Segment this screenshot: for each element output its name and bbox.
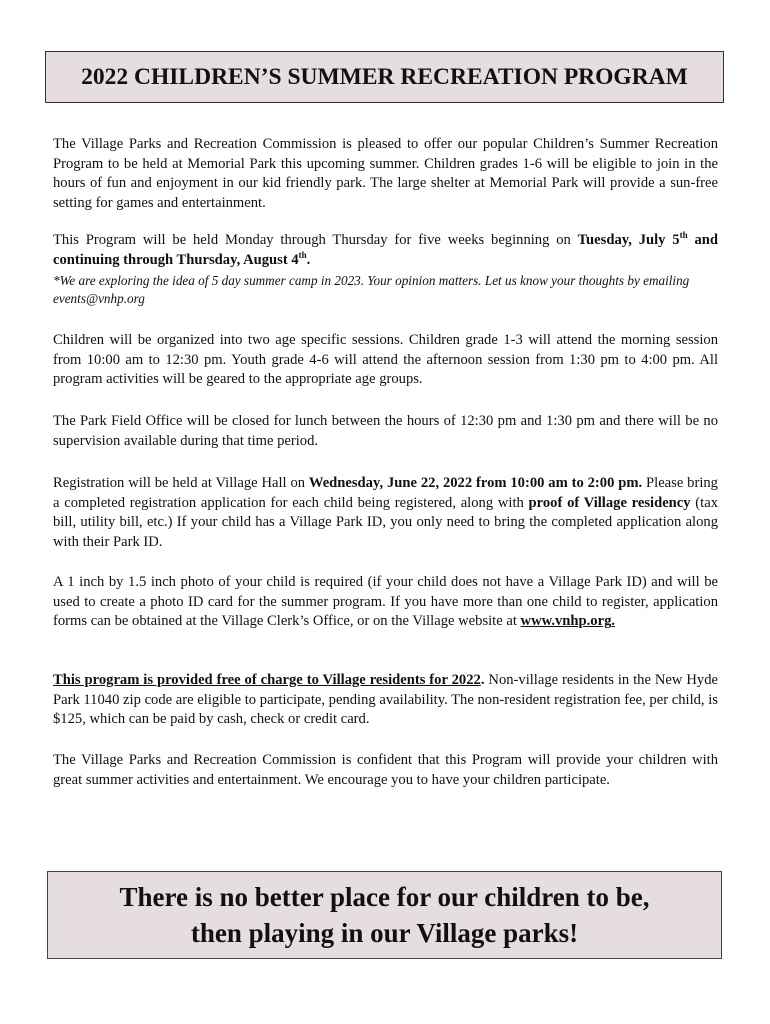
closing-paragraph: The Village Parks and Recreation Commission is confident that this Program will provide your children with great summer activities and entertainment. We encourage you to have your children participate. [53,752,718,788]
photo-text: A 1 inch by 1.5 inch photo of your child is required (if your child does not have a Village Park ID) and will be used to create a photo ID card for the summer program. If you have more than one child to register, application forms can be obtained at the Village Clerk’s Office, or on the Village website at [53,574,718,629]
schedule-start-date: Tuesday, July 5 [577,232,680,248]
photo-end: . [611,613,616,629]
schedule-paragraph [53,231,718,270]
page-title-text: 2022 CHILDREN’S SUMMER RECREATION PROGRAM [81,63,688,90]
sessions-paragraph: Children will be organized into two age specific sessions. Children grade 1-3 will attend the morning session from 10:00 am to 12:30 pm. Youth grade 4-6 will attend the afternoon session from 1:30 pm to 4:00 pm. All program activities will be geared to the appropriate age groups. [53,332,718,387]
camp-note: *We are exploring the idea of 5 day summer camp in 2023. Your opinion matters. Let us know your thoughts by emailing events@vnhp.org [53,273,690,306]
schedule-end-date: and continuing through Thursday, August 4 [53,232,718,268]
residency-proof: proof of Village residency [528,494,691,511]
registration-prefix: Registration will be held at Village Hall on [53,475,309,491]
intro-paragraph: The Village Parks and Recreation Commission is pleased to offer our popular Children’s Summer Recreation Program to be held at Memorial Park this upcoming summer. Children grades 1-6 will be eligible to join in the hours of fun and enjoyment in our kid friendly park. The large shelter at Memorial Park will provide a sun-free setting for games and entertainment. [53,136,718,211]
schedule-end: . [306,251,311,268]
schedule-start-sup: th [679,230,688,240]
fees-paragraph [53,671,718,730]
free-charge-notice: This program is provided free of charge to Village residents for 2022 [53,672,481,688]
page-title [45,51,724,103]
footer-line-2: then playing in our Village parks! [190,918,579,948]
registration-end: (tax bill, utility bill, etc.) If your child has a Village Park ID, you only need to bring the completed application along with their Park ID. [53,494,719,550]
free-charge-end: . [480,672,485,688]
fees-details: Non-village residents in the New Hyde Park 11040 zip code are eligible to participate, pending availability. The non-resident registration fee, per child, is $125, which can be paid by cash, check or credit card. [53,672,718,727]
footer-slogan [47,871,722,959]
schedule-prefix: This Program will be held Monday through Thursday for five weeks beginning on [53,232,578,248]
registration-paragraph [53,474,718,552]
photo-paragraph [53,573,718,632]
village-website-link[interactable]: www.vnhp.org [520,613,612,629]
lunch-paragraph: The Park Field Office will be closed for lunch between the hours of 12:30 pm and 1:30 pm and there will be no supervision available during that time period. [53,413,718,449]
schedule-end-sup: th [298,249,307,260]
registration-date: Wednesday, June 22, 2022 from 10:00 am to 2:00 pm. [308,475,643,491]
registration-middle: Please bring a completed registration application for each child being registered, along with [53,475,718,511]
footer-line-1: There is no better place for our children to be, [119,882,650,912]
